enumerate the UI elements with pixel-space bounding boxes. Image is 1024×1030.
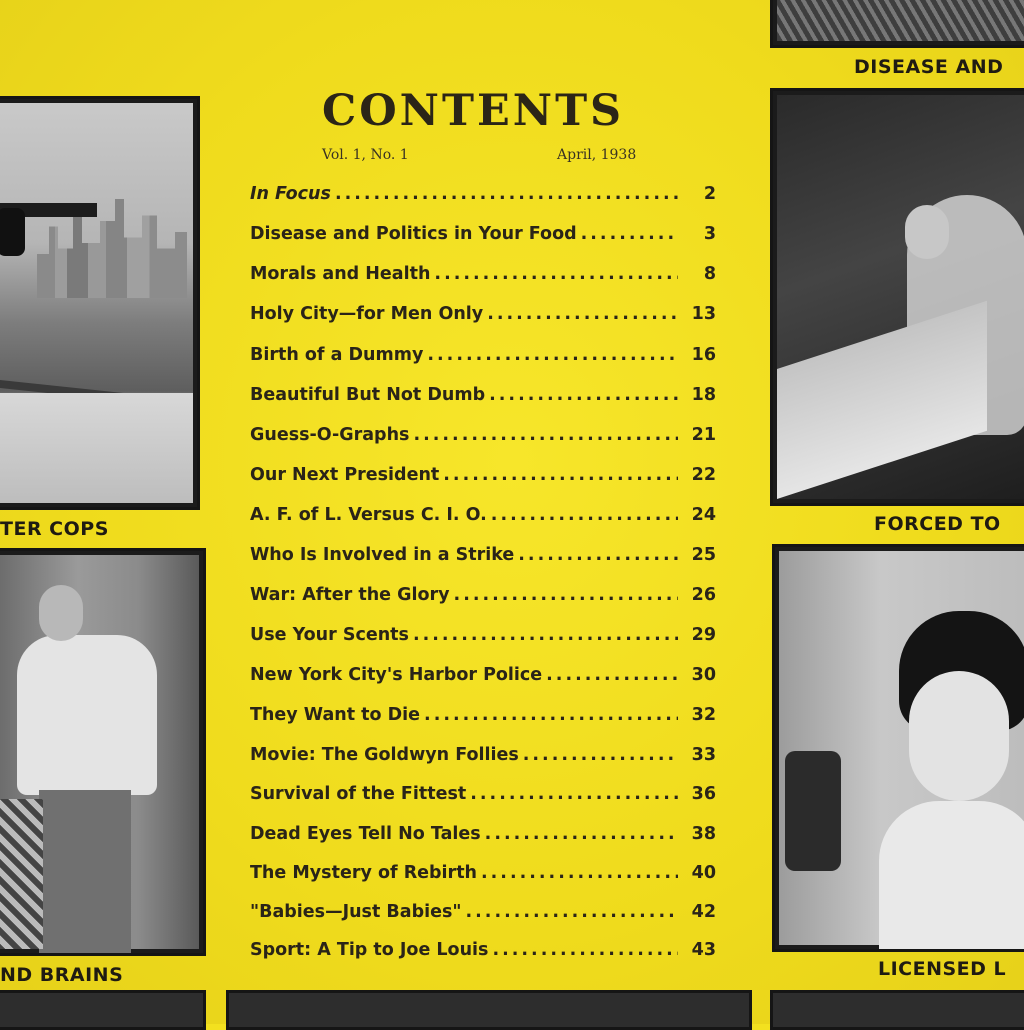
toc-entry-title: Guess-O-Graphs — [250, 425, 410, 445]
dot-leader — [335, 184, 678, 204]
forced-photo — [770, 88, 1024, 506]
dot-leader — [443, 465, 678, 485]
toc-entry-title: Who Is Involved in a Strike — [250, 545, 515, 565]
toc-entry-page: 13 — [691, 304, 716, 324]
toc-entry — [250, 505, 716, 535]
toc-entry-page: 29 — [691, 625, 716, 645]
toc-entry-page: 32 — [691, 705, 716, 725]
toc-entry-title: Disease and Politics in Your Food — [250, 224, 577, 244]
dot-leader — [413, 625, 678, 645]
toc-entry-title: "Babies—Just Babies" — [250, 902, 462, 922]
toc-entry — [250, 625, 716, 655]
toc-entry-title: Sport: A Tip to Joe Louis — [250, 940, 489, 960]
toc-entry — [250, 745, 716, 775]
bottom-photo-left — [0, 990, 206, 1030]
dot-leader — [487, 304, 678, 324]
dot-leader — [518, 545, 678, 565]
disease-caption: DISEASE AND — [854, 56, 1004, 78]
toc-entry — [250, 224, 716, 254]
toc-entry-title: War: After the Glory — [250, 585, 450, 605]
forced-caption: FORCED TO — [874, 513, 1001, 535]
toc-entry — [250, 184, 716, 214]
toc-entry-page: 18 — [691, 385, 716, 405]
dot-leader — [485, 824, 678, 844]
toc-entry — [250, 545, 716, 575]
toc-entry-title: Holy City—for Men Only — [250, 304, 484, 324]
dot-leader — [546, 665, 678, 685]
dot-leader — [523, 745, 678, 765]
disease-photo — [770, 0, 1024, 48]
dot-leader — [481, 863, 678, 883]
toc-entry — [250, 425, 716, 455]
toc-entry — [250, 465, 716, 495]
dot-leader — [470, 784, 678, 804]
harbor-police-photo — [0, 96, 200, 510]
toc-entry-page: 3 — [703, 224, 716, 244]
toc-entry-page: 25 — [691, 545, 716, 565]
toc-entry — [250, 705, 716, 735]
dot-leader — [581, 224, 678, 244]
toc-entry-page: 21 — [691, 425, 716, 445]
toc-entry — [250, 940, 716, 970]
toc-entry-title: Beautiful But Not Dumb — [250, 385, 486, 405]
toc-entry — [250, 585, 716, 615]
toc-entry-page: 38 — [691, 824, 716, 844]
dot-leader — [466, 902, 679, 922]
dot-leader — [489, 385, 678, 405]
toc-entry — [250, 902, 716, 932]
toc-entry — [250, 665, 716, 695]
morals-health-photo — [0, 548, 206, 956]
toc-entry-title: They Want to Die — [250, 705, 421, 725]
volume-number: Vol. 1, No. 1 — [322, 147, 409, 163]
toc-entry-page: 42 — [691, 902, 716, 922]
toc-entry-page: 22 — [691, 465, 716, 485]
toc-entry-title: The Mystery of Rebirth — [250, 863, 478, 883]
toc-entry-title: A. F. of L. Versus C. I. O. — [250, 505, 487, 525]
toc-entry-page: 2 — [703, 184, 716, 204]
toc-entry-title: Morals and Health — [250, 264, 431, 284]
dot-leader — [424, 705, 678, 725]
dot-leader — [491, 505, 678, 525]
toc-entry-title: Birth of a Dummy — [250, 345, 424, 365]
toc-entry-title: In Focus — [250, 184, 331, 204]
toc-entry-page: 24 — [691, 505, 716, 525]
licensed-photo — [772, 544, 1024, 952]
toc-entry — [250, 385, 716, 415]
dot-leader — [413, 425, 678, 445]
toc-entry-title: Our Next President — [250, 465, 440, 485]
toc-entry-page: 40 — [691, 863, 716, 883]
contents-title: CONTENTS — [322, 86, 625, 136]
bottom-photo-right — [770, 990, 1024, 1030]
toc-entry-page: 16 — [691, 345, 716, 365]
toc-entry-page: 8 — [703, 264, 716, 284]
toc-entry-page: 26 — [691, 585, 716, 605]
toc-entry — [250, 784, 716, 814]
toc-entry-page: 36 — [691, 784, 716, 804]
toc-entry-title: Use Your Scents — [250, 625, 409, 645]
toc-entry-title: Movie: The Goldwyn Follies — [250, 745, 519, 765]
toc-entry-title: New York City's Harbor Police — [250, 665, 543, 685]
dot-leader — [427, 345, 678, 365]
licensed-caption: LICENSED L — [878, 958, 1007, 980]
dot-leader — [434, 264, 678, 284]
toc-entry-page: 43 — [691, 940, 716, 960]
toc-entry-title: Dead Eyes Tell No Tales — [250, 824, 481, 844]
toc-entry-page: 30 — [691, 665, 716, 685]
issue-date: April, 1938 — [557, 147, 637, 163]
bottom-photo-center — [226, 990, 752, 1030]
toc-entry — [250, 304, 716, 334]
toc-entry — [250, 824, 716, 854]
dot-leader — [492, 940, 678, 960]
toc-entry-page: 33 — [691, 745, 716, 765]
toc-entry-title: Survival of the Fittest — [250, 784, 467, 804]
toc-entry — [250, 264, 716, 294]
brains-caption: ND BRAINS — [0, 964, 124, 986]
toc-entry — [250, 345, 716, 375]
dot-leader — [454, 585, 678, 605]
harbor-caption: TER COPS — [0, 518, 109, 540]
toc-entry — [250, 863, 716, 893]
